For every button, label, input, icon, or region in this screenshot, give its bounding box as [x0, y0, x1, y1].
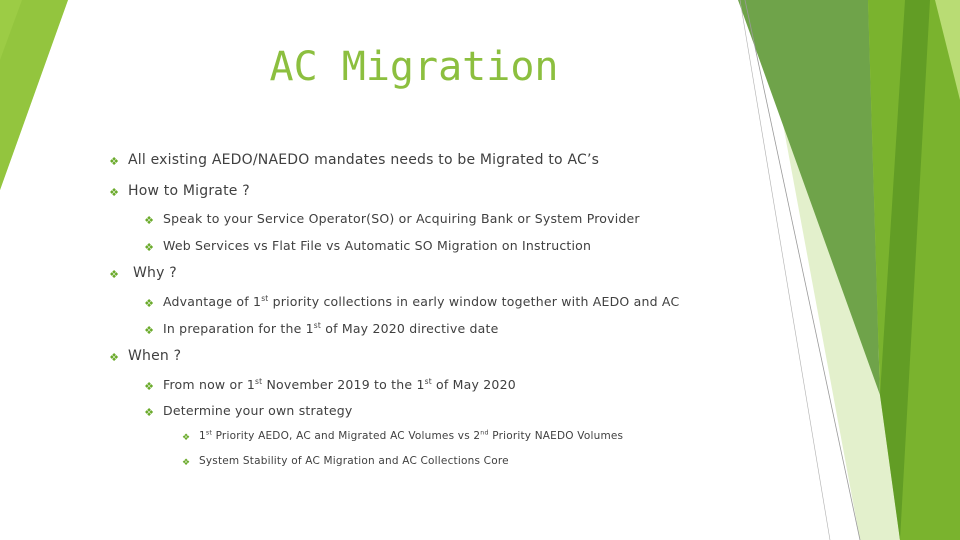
text-part: of May 2020 directive date [321, 321, 499, 336]
bullet-from-now [143, 377, 516, 392]
text-part: of May 2020 [431, 377, 516, 392]
diamond-bullet-icon: ❖ [144, 214, 154, 227]
bullet-preparation [143, 321, 499, 336]
bullet-text: Determine your own strategy [163, 403, 353, 418]
diamond-bullet-icon: ❖ [144, 380, 154, 393]
bullet-text: Speak to your Service Operator(SO) or Acquiring Bank or System Provider [163, 211, 640, 226]
text-part: November 2019 to the 1 [262, 377, 425, 392]
bullet-text [163, 294, 679, 309]
bullet-existing-mandates [108, 152, 599, 168]
diamond-bullet-icon: ❖ [181, 433, 191, 443]
bullet-text [163, 321, 499, 336]
bullet-priority-volumes [180, 430, 623, 443]
slide-title: AC Migration [269, 44, 559, 90]
ordinal-suffix: st [261, 293, 269, 303]
text-part: Advantage of 1 [163, 294, 262, 309]
bullet-why [108, 265, 177, 281]
text-part: Priority AEDO, AC and Migrated AC Volumes vs 2 [212, 430, 481, 442]
diamond-bullet-icon: ❖ [109, 155, 119, 168]
ordinal-suffix: st [424, 376, 432, 386]
bullet-text: Web Services vs Flat File vs Automatic SO Migration on Instruction [163, 238, 592, 253]
diamond-bullet-icon: ❖ [109, 351, 119, 364]
bullet-text: All existing AEDO/NAEDO mandates needs to be Migrated to AC’s [128, 152, 600, 168]
text-part: 1 [199, 430, 206, 442]
diamond-bullet-icon: ❖ [144, 324, 154, 337]
text-part: Priority NAEDO Volumes [488, 430, 624, 442]
text-part: In preparation for the 1 [163, 321, 314, 336]
bullet-system-stability [180, 455, 509, 468]
ordinal-suffix: st [255, 376, 263, 386]
diamond-bullet-icon: ❖ [144, 297, 154, 310]
bullet-when [108, 348, 181, 364]
bullet-determine-strategy [143, 403, 352, 418]
diamond-bullet-icon: ❖ [144, 406, 154, 419]
bullet-text: Why ? [133, 265, 177, 281]
diamond-bullet-icon: ❖ [109, 186, 119, 199]
ordinal-suffix: st [205, 429, 213, 437]
bullet-speak-to-operator [143, 211, 640, 226]
bullet-web-services [143, 238, 591, 253]
bullet-text [199, 430, 623, 442]
ordinal-suffix: nd [480, 429, 489, 437]
bullet-how-to-migrate [108, 183, 250, 199]
bullet-advantage [143, 294, 679, 309]
diamond-bullet-icon: ❖ [181, 458, 191, 468]
bullet-text [163, 377, 516, 392]
diamond-bullet-icon: ❖ [109, 268, 119, 281]
diamond-bullet-icon: ❖ [144, 241, 154, 254]
ordinal-suffix: st [313, 320, 322, 330]
text-part: priority collections in early window together with AEDO and AC [268, 294, 680, 309]
bullet-text: System Stability of AC Migration and AC Collections Core [199, 455, 509, 467]
text-part: From now or 1 [163, 377, 256, 392]
bullet-text: How to Migrate ? [128, 183, 250, 199]
bullet-text: When ? [128, 348, 182, 364]
